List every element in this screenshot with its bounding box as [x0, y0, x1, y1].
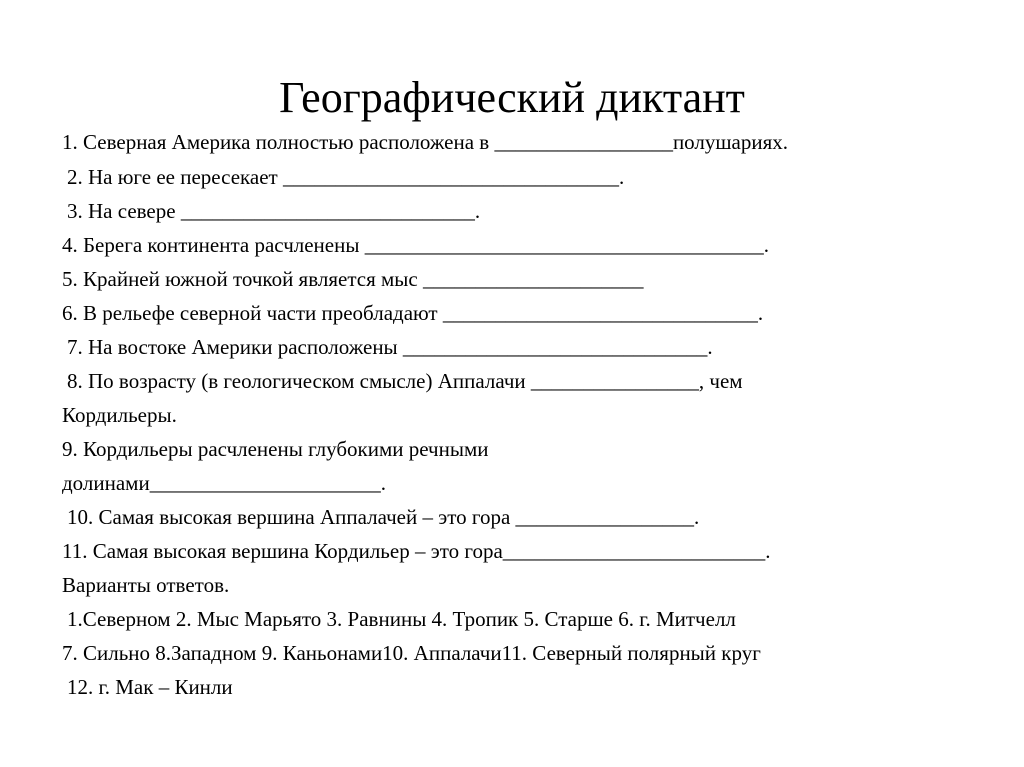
answers-heading: Варианты ответов.: [62, 573, 230, 597]
question-7: 7. На востоке Америки расположены _____________________________.: [67, 335, 713, 359]
question-8-continued: Кордильеры.: [62, 403, 177, 427]
question-10: 10. Самая высокая вершина Аппалачей – это гора _________________.: [67, 505, 700, 529]
question-11: 11. Самая высокая вершина Кордильер – это гора_________________________.: [62, 539, 771, 563]
answers-line-2: 7. Сильно 8.Западном 9. Каньонами10. Аппалачи11. Северный полярный круг: [62, 641, 761, 665]
answers-line-3: 12. г. Мак – Кинли: [67, 675, 233, 699]
question-5: 5. Крайней южной точкой является мыс _____________________: [62, 267, 644, 291]
question-4: 4. Берега континента расчленены ______________________________________.: [62, 233, 769, 257]
answers-line-1: 1.Северном 2. Мыс Марьято 3. Равнины 4. Тропик 5. Старше 6. г. Митчелл: [67, 607, 736, 631]
question-9: 9. Кордильеры расчленены глубокими речными: [62, 437, 489, 461]
question-8: 8. По возрасту (в геологическом смысле) Аппалачи ________________, чем: [67, 369, 743, 393]
page-title: Географический диктант: [279, 73, 745, 122]
question-6: 6. В рельефе северной части преобладают ______________________________.: [62, 301, 764, 325]
question-1: 1. Северная Америка полностью расположена в _________________полушариях.: [62, 130, 789, 154]
question-9-continued: долинами______________________.: [62, 471, 386, 495]
question-3: 3. На севере ____________________________.: [67, 199, 481, 223]
question-2: 2. На юге ее пересекает ________________________________.: [67, 165, 625, 189]
